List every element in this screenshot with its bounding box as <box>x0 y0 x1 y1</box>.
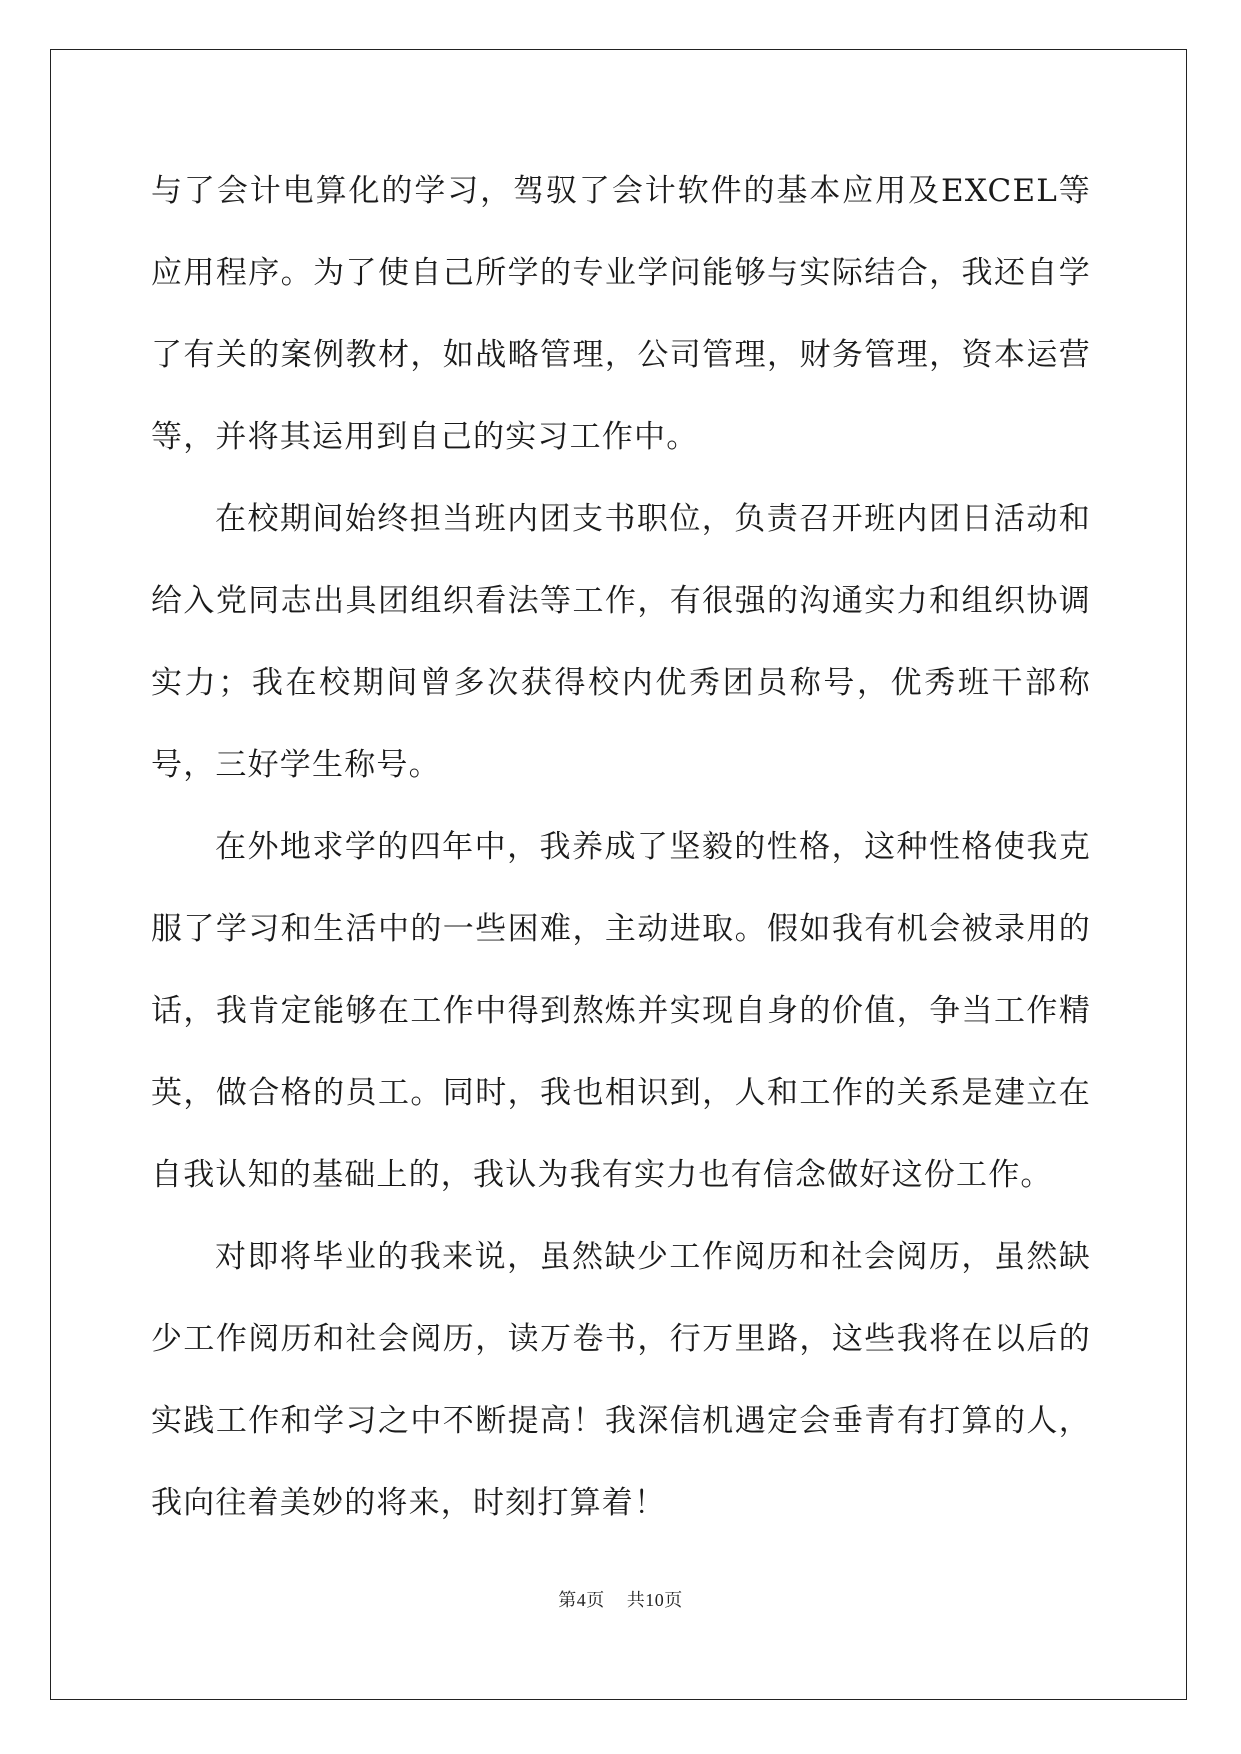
paragraph-2: 在校期间始终担当班内团支书职位，负责召开班内团日活动和给入党同志出具团组织看法等工作，有很强的沟通实力和组织协调实力；我在校期间曾多次获得校内优秀团员称号，优秀班干部称号，三好学生称号。 <box>151 501 1091 783</box>
paragraph-3: 在外地求学的四年中，我养成了坚毅的性格，这种性格使我克服了学习和生活中的一些困难，主动进取。假如我有机会被录用的话，我肯定能够在工作中得到熬炼并实现自身的价值，争当工作精英，做合格的员工。同时，我也相识到，人和工作的关系是建立在自我认知的基础上的，我认为我有实力也有信念做好这份工作。 <box>151 829 1091 1193</box>
page-footer <box>0 1586 1241 1612</box>
paragraph-1: 与了会计电算化的学习，驾驭了会计软件的基本应用及EXCEL等应用程序。为了使自己所学的专业学问能够与实际结合，我还自学了有关的案例教材，如战略管理，公司管理，财务管理，资本运营等，并将其运用到自己的实习工作中。 <box>151 173 1091 455</box>
paragraph-4: 对即将毕业的我来说，虽然缺少工作阅历和社会阅历，虽然缺少工作阅历和社会阅历，读万卷书，行万里路，这些我将在以后的实践工作和学习之中不断提高！我深信机遇定会垂青有打算的人，我向往着美妙的将来，时刻打算着！ <box>151 1239 1091 1521</box>
document-body <box>151 150 1091 1544</box>
page-number: 第4页 <box>558 1590 605 1610</box>
page-total: 共10页 <box>626 1590 683 1610</box>
